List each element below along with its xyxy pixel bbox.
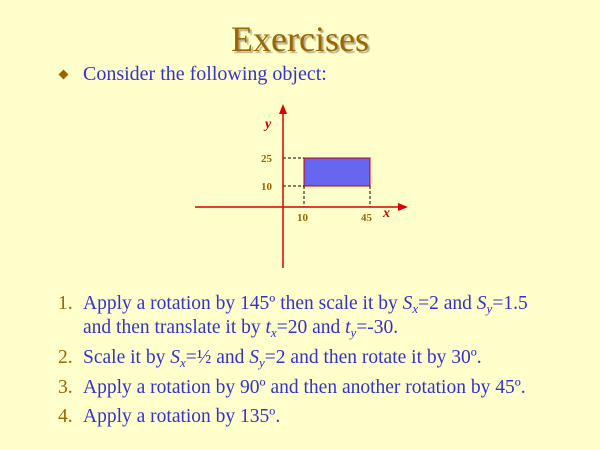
exercise-text: and then translate it by xyxy=(83,317,266,338)
exercise-number: 3. xyxy=(58,377,73,398)
translate-x-symbol: t xyxy=(265,317,271,338)
exercise-list xyxy=(58,292,578,434)
translate-x-subscript: x xyxy=(270,325,277,340)
scale-y-value: =1.5 xyxy=(492,293,528,314)
exercise-text: Apply a rotation by 145º then scale it by xyxy=(83,293,403,314)
translate-y-symbol: t xyxy=(345,317,351,338)
slide-title: Exercises xyxy=(231,19,369,59)
exercise-number: 1. xyxy=(58,293,73,314)
exercise-item-1 xyxy=(58,292,578,340)
y-axis-arrow-icon xyxy=(279,104,287,114)
scale-x-symbol: S xyxy=(402,293,413,314)
x-tick-10: 10 xyxy=(297,212,308,224)
translate-y-value: =-30. xyxy=(356,317,399,338)
scale-x-subscript: x xyxy=(412,301,419,316)
scale-x-value: =½ and xyxy=(185,347,250,368)
scale-y-symbol: S xyxy=(249,347,260,368)
exercise-number: 4. xyxy=(58,406,73,427)
translate-x-value: =20 and xyxy=(276,317,346,338)
scale-y-symbol: S xyxy=(476,293,487,314)
scale-y-value: =2 and then rotate it by 30º. xyxy=(264,347,482,368)
exercise-item-2 xyxy=(58,346,578,370)
scale-x-subscript: x xyxy=(179,355,186,370)
object-rectangle xyxy=(304,158,370,186)
scale-y-subscript: y xyxy=(259,355,265,370)
y-tick-25: 25 xyxy=(261,153,272,165)
intro-text: Consider the following object: xyxy=(83,63,327,85)
y-tick-10: 10 xyxy=(261,181,272,193)
exercise-text: Apply a rotation by 135º. xyxy=(83,406,281,427)
x-axis-label: x xyxy=(383,206,390,221)
exercise-item-3 xyxy=(58,376,578,399)
y-axis-label: y xyxy=(265,117,272,132)
exercise-text: Scale it by xyxy=(83,347,171,368)
exercise-number: 2. xyxy=(58,347,73,368)
exercise-item-4 xyxy=(58,405,578,428)
exercise-text: Apply a rotation by 90º and then another rotation by 45º. xyxy=(83,377,526,398)
x-tick-45: 45 xyxy=(361,212,372,224)
scale-x-value: =2 and xyxy=(418,293,477,314)
translate-y-subscript: y xyxy=(350,325,357,340)
scale-y-subscript: y xyxy=(486,301,493,316)
scale-x-symbol: S xyxy=(170,347,180,368)
x-axis-arrow-icon xyxy=(398,203,408,211)
